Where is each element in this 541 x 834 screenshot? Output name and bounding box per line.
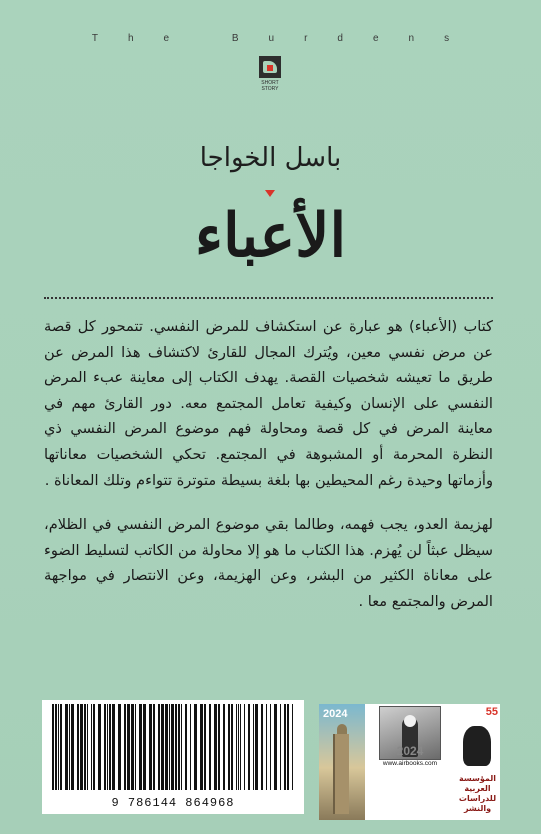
publisher-logo-icon: [259, 56, 281, 78]
publisher-panel: [319, 704, 500, 820]
book-title: الأعباء: [194, 201, 347, 271]
publisher-name: المؤسسة العربية للدراسات والنشر: [458, 774, 497, 813]
publisher-number: 55: [485, 706, 498, 718]
author-name: باسل الخواجا: [199, 143, 342, 173]
description-paragraph-1: كتاب (الأعباء) هو عبارة عن استكشاف للمرض النفسي. تتمحور كل قصة عن مرض نفسي معين، ويُترك المجال للقارئ لاكتشاف هذا المرض عن طريق ما تعيشه شخصيات القصة. يهدف الكتاب إلى معاينة عبء المرض النفسي على الإنسان وكيفية تعامل المجتمع معه. دور القارئ مهم في معاينة المرض في كل قصة ومحاولة فهم موضوع المرض النفسي ذي النظرة المحرمة أو المشبوهة في المجتمع. تحكي الشخصيات معاناتها وأزماتها وحيدة رغم المحيطين بها بلغة بسيطة متوترة تتواءم وتلك المعاناة .: [44, 318, 493, 489]
publisher-website: www.airbooks.com: [382, 760, 438, 767]
publisher-year: 2024: [323, 708, 348, 720]
publisher-center-panel: [367, 704, 453, 820]
logo-text-line-2: STORY: [261, 86, 279, 92]
publisher-year-center: 2024: [396, 744, 424, 758]
knight-emblem-icon: [463, 726, 491, 766]
isbn-number: 9 786144 864968: [111, 796, 235, 810]
series-title: The Burdens: [91, 33, 480, 44]
clock-tower-icon: [333, 734, 349, 814]
dotted-divider: [44, 297, 493, 299]
publisher-city-image: [319, 704, 365, 820]
barcode-bars-icon: [50, 704, 296, 790]
publisher-brand: [455, 704, 500, 820]
publisher-logo-text: [258, 80, 282, 92]
publisher-logo: [258, 56, 282, 100]
description-paragraph-2: لهزيمة العدو، يجب فهمه، وطالما بقي موضوع المرض النفسي في الظلام، سيظل عبثاً لن يُهزم. هذا الكتاب ما هو إلا محاولة من الكاتب لتسليط الضوء على معاناة الكثير من البشر، وعن الهزيمة، وعن الانتصار في مواجهة المرض والمجتمع معا .: [44, 516, 493, 610]
isbn-barcode: [42, 700, 304, 814]
logo-text-line-1: SHORT: [261, 80, 279, 86]
